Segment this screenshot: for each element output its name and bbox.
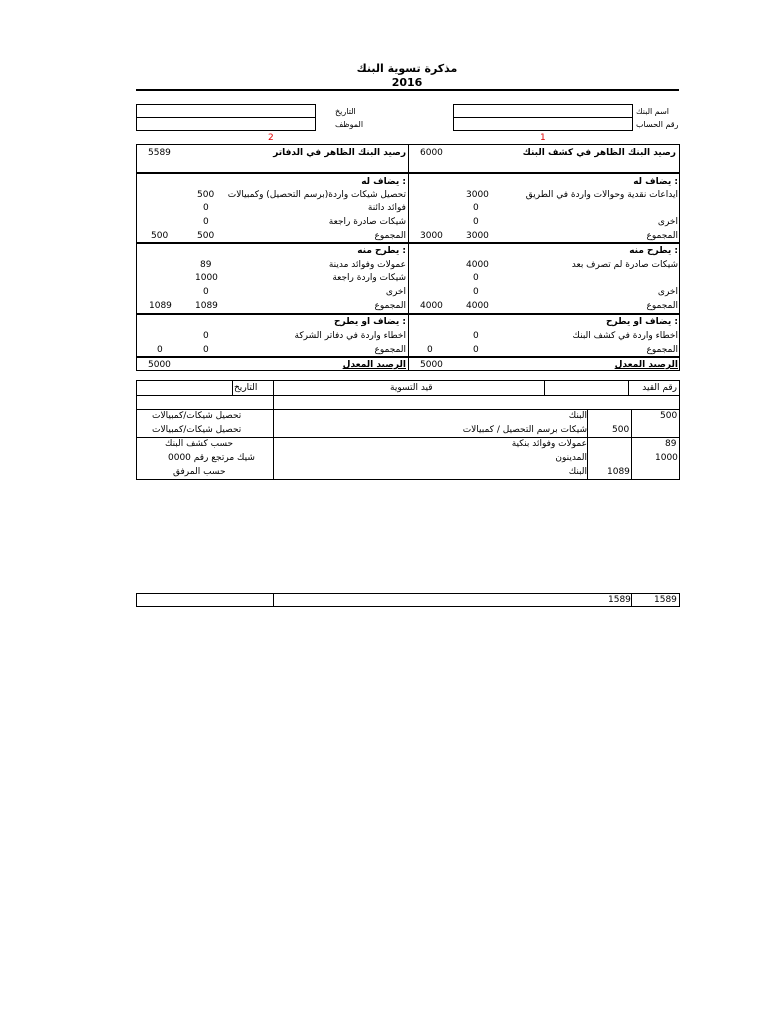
- books-add-item-1: تحصيل شيكات واردة(برسم التحصيل) وكمبيالات: [227, 190, 406, 200]
- bank-adjusted-value: 5000: [420, 360, 443, 370]
- bank-add-header: : يضاف له: [633, 177, 678, 187]
- books-addsub-total-outer: 0: [157, 345, 163, 355]
- books-balance-label: رصيد البنك الظاهر في الدفاتر: [273, 148, 406, 158]
- bank-add-value-3: 0: [473, 217, 479, 227]
- bank-adjusted-label: الرصيد المعدل: [614, 360, 678, 370]
- books-add-item-3: شيكات صادرة راجعة: [328, 217, 406, 227]
- bank-add-item-1: ايداعات نقدية وحوالات واردة في الطريق: [525, 190, 678, 200]
- journal-header-entry: قيد التسوية: [390, 383, 433, 393]
- account-no-field[interactable]: [453, 117, 633, 131]
- books-sub-value-1: 89: [200, 260, 212, 270]
- bank-add-value-1: 3000: [466, 190, 489, 200]
- books-addsub-header: : يضاف او يطرح: [334, 317, 406, 327]
- bank-add-total-outer: 3000: [420, 231, 443, 241]
- bank-name-label: اسم البنك: [636, 107, 670, 116]
- bank-add-total-label: المجموع: [646, 231, 678, 241]
- bank-add-item-3: اخرى: [657, 217, 678, 227]
- books-addsub-value-1: 0: [203, 331, 209, 341]
- books-balance-value: 5589: [148, 148, 171, 158]
- date-field[interactable]: [136, 104, 316, 118]
- journal-total-credit: 1589: [608, 595, 631, 605]
- bank-sub-item-1: شيكات صادرة لم تصرف بعد: [571, 260, 678, 270]
- books-sub-item-3: اخرى: [385, 287, 406, 297]
- bank-addsub-header: : يضاف او يطرح: [606, 317, 678, 327]
- page-year: 2016: [391, 76, 423, 89]
- bank-sub-total-inner: 4000: [466, 301, 489, 311]
- bank-addsub-value-1: 0: [473, 331, 479, 341]
- bank-addsub-total-outer: 0: [427, 345, 433, 355]
- bank-name-field[interactable]: [453, 104, 633, 118]
- page-title: مذكرة تسوية البنك: [356, 62, 458, 75]
- bank-sub-header: : يطرح منه: [629, 246, 678, 256]
- books-add-item-2: فوائد دائنة: [367, 203, 406, 213]
- bank-addsub-total-inner: 0: [473, 345, 479, 355]
- account-no-label: رقم الحساب: [636, 120, 679, 129]
- bank-balance-label: رصيد البنك الظاهر في كشف البنك: [522, 148, 676, 158]
- books-sub-item-1: عمولات وفوائد مدينة: [328, 260, 406, 270]
- bank-sub-value-2: 0: [473, 273, 479, 283]
- books-adjusted-value: 5000: [148, 360, 171, 370]
- column-number-2: 2: [268, 133, 274, 143]
- books-sub-value-3: 0: [203, 287, 209, 297]
- bank-sub-total-label: المجموع: [646, 301, 678, 311]
- bank-sub-item-3: اخرى: [657, 287, 678, 297]
- bank-addsub-total-label: المجموع: [646, 345, 678, 355]
- books-sub-total-outer: 1089: [149, 301, 172, 311]
- books-add-total-outer: 500: [151, 231, 169, 241]
- bank-sub-value-3: 0: [473, 287, 479, 297]
- column-number-1: 1: [540, 133, 546, 143]
- books-add-total-label: المجموع: [374, 231, 406, 241]
- employee-label: الموظف: [335, 120, 364, 129]
- books-add-header: : يضاف له: [361, 177, 406, 187]
- books-add-value-1: 500: [197, 190, 215, 200]
- books-add-total-inner: 500: [197, 231, 215, 241]
- books-sub-item-2: شيكات واردة راجعة: [332, 273, 406, 283]
- books-sub-header: : يطرح منه: [357, 246, 406, 256]
- header-rule: [136, 89, 679, 91]
- books-addsub-total-label: المجموع: [374, 345, 406, 355]
- bank-sub-value-1: 4000: [466, 260, 489, 270]
- employee-field[interactable]: [136, 117, 316, 131]
- journal-total-debit: 1589: [654, 595, 677, 605]
- books-addsub-total-inner: 0: [203, 345, 209, 355]
- bank-balance-value: 6000: [420, 148, 443, 158]
- books-sub-value-2: 1000: [195, 273, 218, 283]
- journal-header-entry-no: رقم القيد: [642, 383, 677, 393]
- bank-addsub-item-1: اخطاء واردة في كشف البنك: [572, 331, 678, 341]
- books-addsub-item-1: اخطاء واردة في دفاتر الشركة: [294, 331, 406, 341]
- bank-sub-total-outer: 4000: [420, 301, 443, 311]
- books-sub-total-inner: 1089: [195, 301, 218, 311]
- books-add-value-3: 0: [203, 217, 209, 227]
- bank-add-value-2: 0: [473, 203, 479, 213]
- journal-header-date: التاريخ: [234, 383, 258, 393]
- books-adjusted-label: الرصيد المعدل: [342, 360, 406, 370]
- books-sub-total-label: المجموع: [374, 301, 406, 311]
- bank-add-total-inner: 3000: [466, 231, 489, 241]
- date-label: التاريخ: [335, 107, 356, 116]
- books-add-value-2: 0: [203, 203, 209, 213]
